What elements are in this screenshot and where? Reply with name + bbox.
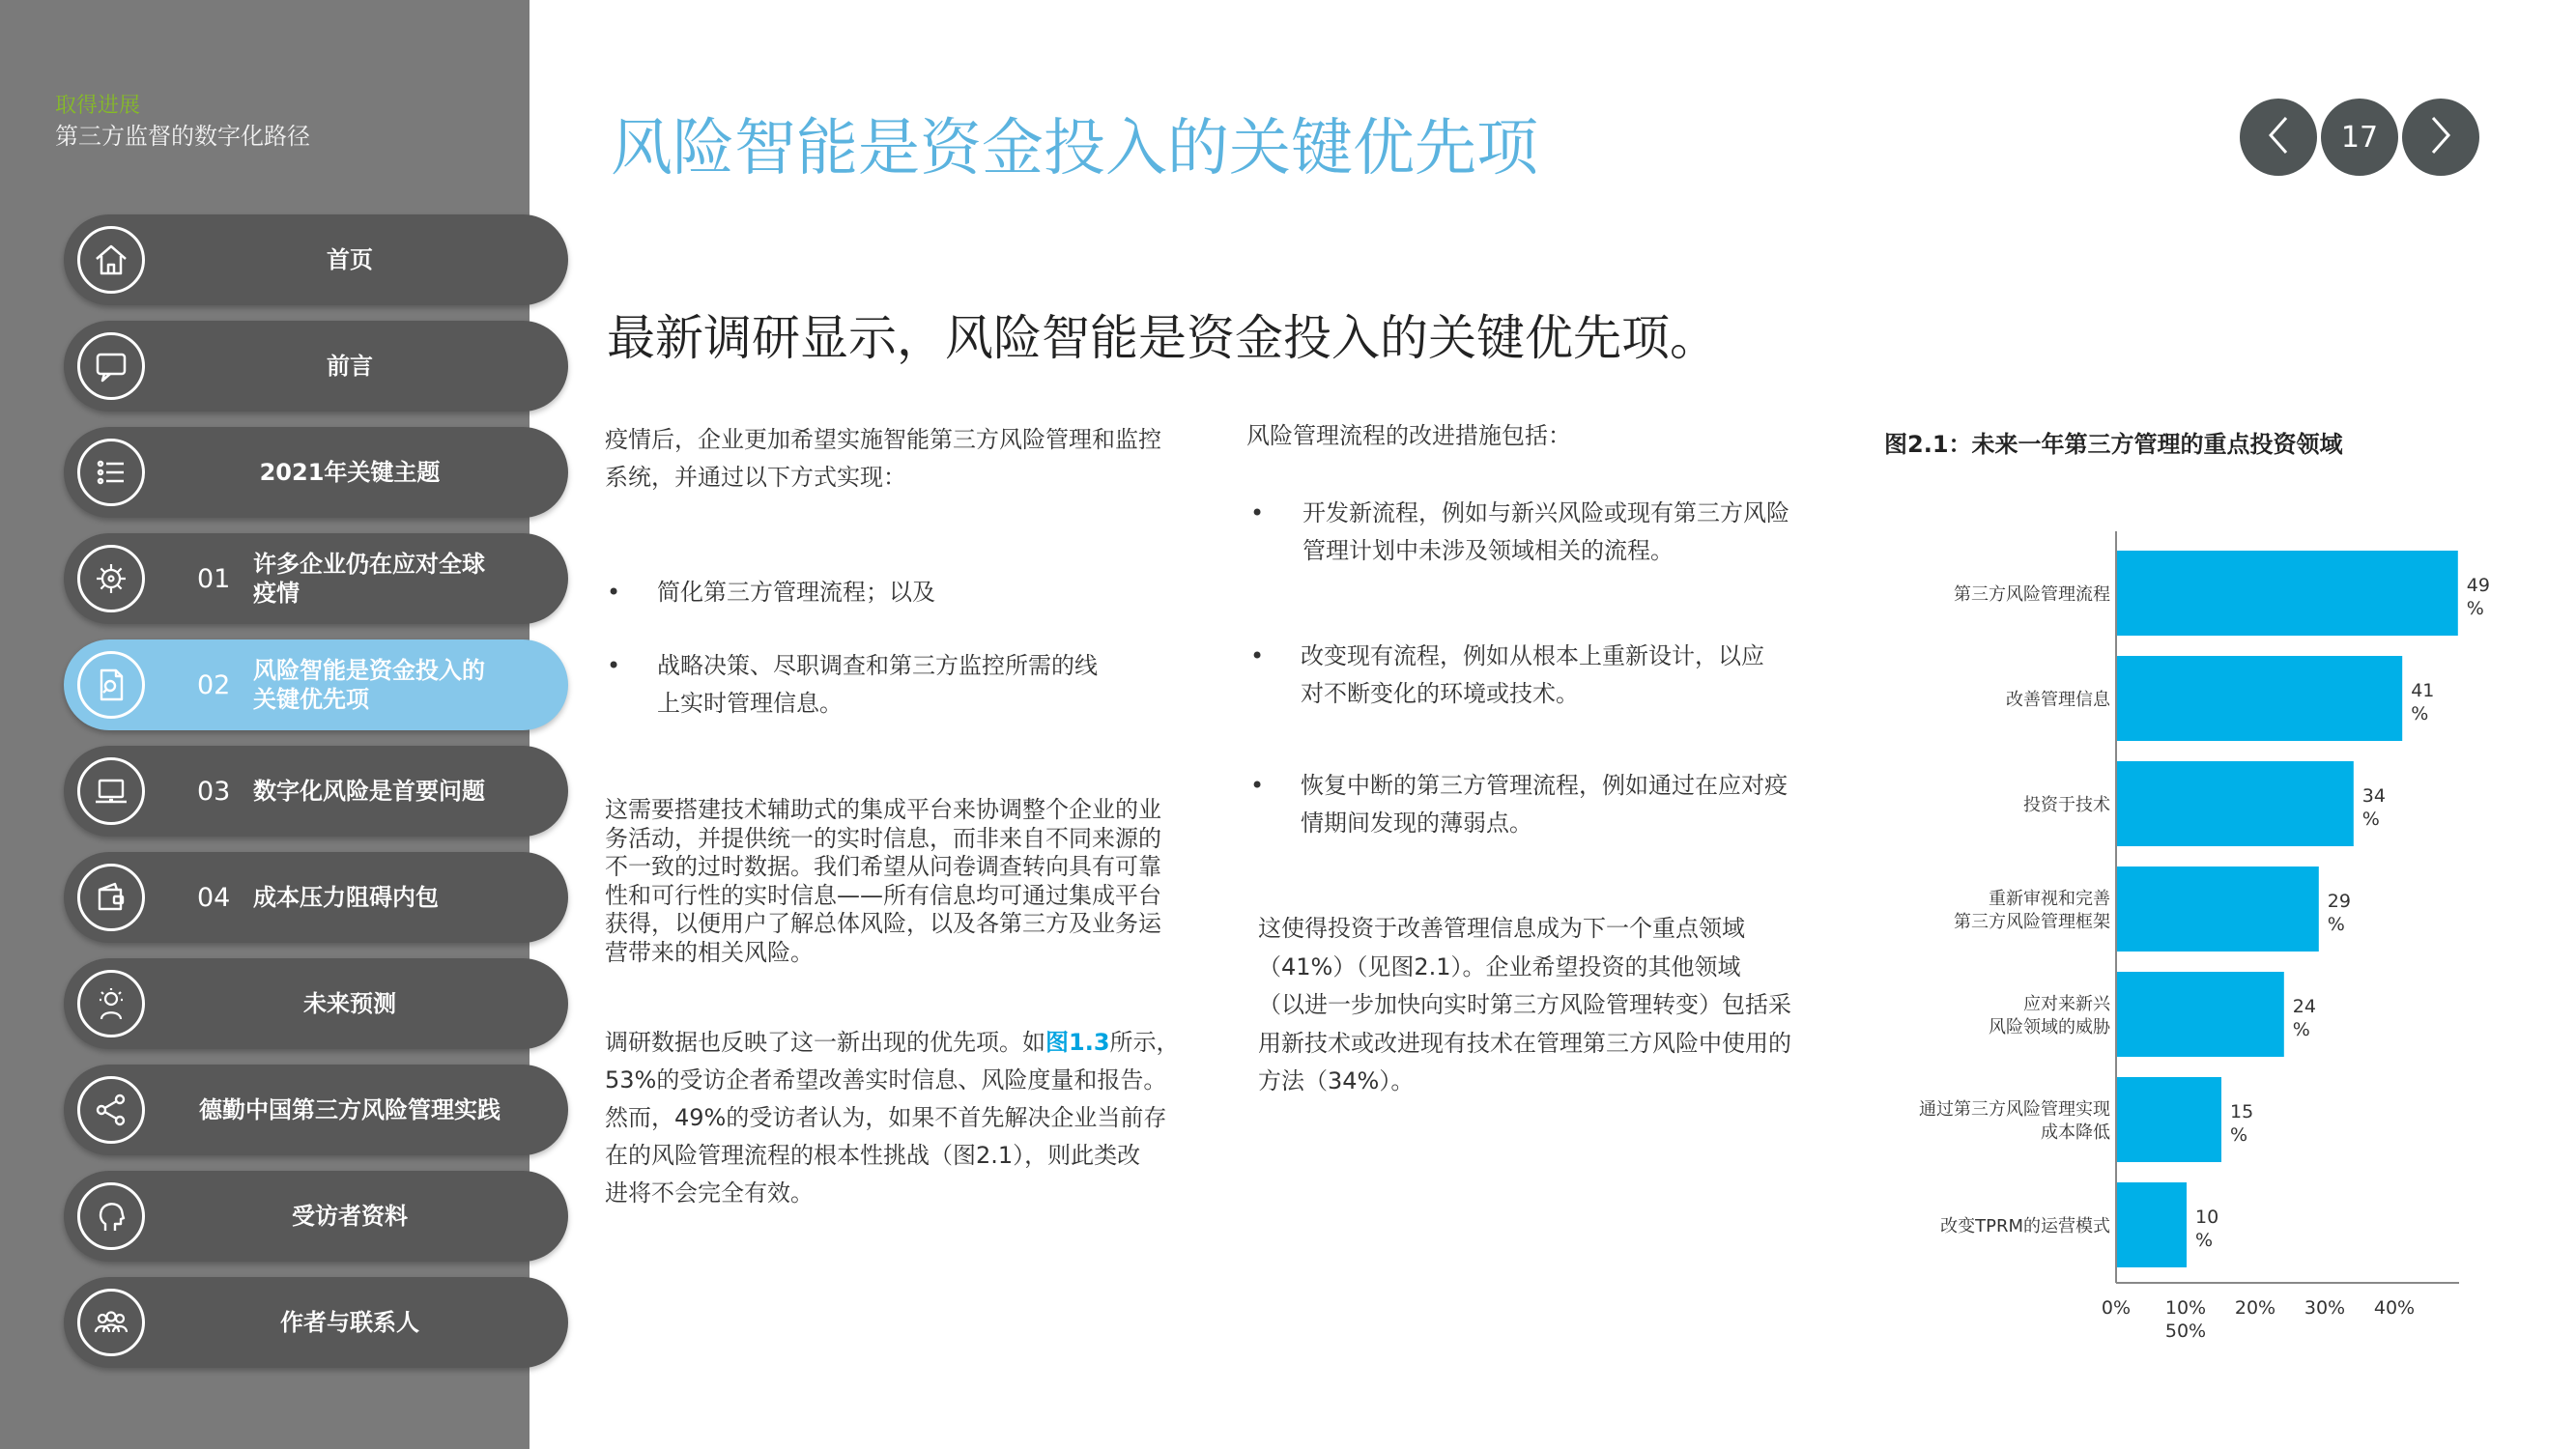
category-label-line: 改善管理信息 [2006, 690, 2110, 710]
category-label-line: 第三方风险管理框架 [1954, 912, 2110, 932]
text-line: 用新技术或改进现有技术在管理第三方风险中使用的 [1258, 1029, 1791, 1057]
bullet-text [1302, 495, 1789, 570]
value-label: 24 [2292, 996, 2316, 1017]
nav-label: 成本压力阻碍内包 [253, 884, 439, 911]
category-label [2023, 794, 2110, 815]
category-label-line: 通过第三方风险管理实现 [1919, 1099, 2110, 1120]
col2-paragraph-end [1258, 910, 1791, 1101]
nav-number: 01 [197, 563, 231, 594]
bar [2117, 1182, 2187, 1267]
bullet-text [657, 647, 1098, 723]
category-label [2006, 690, 2111, 710]
text-line: 开发新流程，例如与新兴风险或现有第三方风险 [1302, 499, 1789, 526]
category-label-line: 第三方风险管理流程 [1954, 584, 2110, 605]
next-page-button[interactable] [2402, 99, 2479, 176]
list-icon [77, 439, 145, 506]
value-unit-label: % [2411, 703, 2429, 724]
value-unit-label: % [2361, 809, 2380, 830]
search-document-icon [77, 651, 145, 719]
nav-item-future[interactable] [64, 958, 568, 1049]
col2-bullet-1 [1250, 495, 1869, 572]
text-line: （以进一步加快向实时第三方风险管理转变）包括采 [1258, 991, 1791, 1018]
text-line: 方法（34%）。 [1258, 1067, 1415, 1094]
nav-number: 02 [197, 669, 231, 700]
wallet-icon [77, 864, 145, 931]
x-tick-label: 20% [2234, 1297, 2276, 1319]
text-span: 所示， [1109, 1029, 1180, 1056]
page-title: 风险智能是资金投入的关键优先项 [611, 113, 1538, 185]
text-line: 营带来的相关风险。 [605, 938, 814, 966]
text-line: 管理计划中未涉及领域相关的流程。 [1302, 537, 1674, 564]
bar [2117, 761, 2354, 846]
bar [2117, 551, 2458, 636]
main-heading: 最新调研显示，风险智能是资金投入的关键优先项。 [607, 310, 1718, 366]
nav-number: 04 [197, 882, 231, 913]
bullet-text [1301, 638, 1764, 713]
category-label-line: 成本降低 [2041, 1122, 2110, 1143]
text-line: 改变现有流程，例如从根本上重新设计，以应 [1301, 642, 1764, 669]
nav-item-deloitte-practice[interactable] [64, 1065, 568, 1155]
text-line: 然而，49%的受访者认为，如果不首先解决企业当前存 [605, 1104, 1167, 1131]
value-label: 10 [2195, 1207, 2219, 1228]
chart-figure-label: 图2.1 [1884, 431, 1949, 458]
prev-page-button[interactable] [2240, 99, 2317, 176]
text-line: 性和可行性的实时信息——所有信息均可通过集成平台 [605, 881, 1161, 909]
col2-intro: 风险管理流程的改进措施包括： [1246, 422, 1571, 449]
nav-label: 作者与联系人 [280, 1309, 419, 1336]
category-label-line: 风险领域的威胁 [1989, 1017, 2110, 1037]
bullet-dot: • [1250, 642, 1265, 669]
text-line: 战略决策、尽职调查和第三方监控所需的线 [657, 652, 1098, 679]
col1-intro [605, 421, 1161, 497]
nav-label: 风险智能是资金投入的关键优先项 [253, 657, 485, 713]
chart-title-text: ：未来一年第三方管理的重点投资领域 [1948, 431, 2343, 458]
text-line: 进将不会完全有效。 [605, 1179, 814, 1207]
bullet-dot: • [1250, 772, 1265, 799]
virus-icon [77, 545, 145, 612]
text-line [605, 1024, 1180, 1062]
col2-bullet-2 [1250, 638, 1869, 715]
x-tick-label: 50% [2164, 1321, 2207, 1342]
category-label-line: 投资于技术 [2023, 795, 2110, 815]
text-line: 恢复中断的第三方管理流程，例如通过在应对疫 [1301, 772, 1788, 799]
nav-item-home[interactable] [64, 214, 568, 305]
text-line: 系统，并通过以下方式实现： [605, 464, 906, 491]
bullet-text [1301, 767, 1788, 842]
bar [2117, 867, 2319, 952]
value-unit-label: % [2466, 598, 2484, 619]
value-unit-label: % [2230, 1124, 2248, 1146]
bullet-text: 简化第三方管理流程；以及 [657, 579, 935, 606]
category-label [1919, 1099, 2110, 1143]
nav-number: 03 [197, 776, 231, 807]
x-tick-label: 0% [2101, 1297, 2132, 1319]
bullet-dot: • [607, 579, 621, 606]
nav-label: 2021年关键主题 [259, 459, 441, 486]
chart-title [1884, 425, 2343, 459]
bar-chart [1884, 522, 2490, 1342]
x-tick-label: 30% [2304, 1297, 2346, 1319]
value-label: 49 [2466, 575, 2490, 596]
nav-item-respondents[interactable] [64, 1171, 568, 1262]
figure-link[interactable]: 图1.3 [1045, 1029, 1110, 1056]
category-label [1954, 584, 2110, 605]
text-line: （41%）（见图2.1）。企业希望投资的其他领域 [1258, 952, 1741, 980]
category-label [1940, 1216, 2110, 1236]
value-unit-label: % [2292, 1019, 2310, 1040]
sidebar-subtitle: 第三方监督的数字化路径 [55, 123, 310, 150]
text-line: 对不断变化的环境或技术。 [1301, 680, 1579, 707]
text-line: 疫情后，企业更加希望实施智能第三方风险管理和监控 [605, 426, 1161, 453]
value-unit-label: % [2327, 914, 2345, 935]
page-number: 17 [2340, 120, 2379, 155]
nav-item-preface[interactable] [64, 321, 568, 412]
sidebar [0, 0, 530, 1449]
text-line: 务活动，并提供统一的实时信息，而非来自不同来源的 [605, 824, 1161, 852]
lightbulb-person-icon [77, 970, 145, 1037]
bar [2117, 1077, 2221, 1162]
nav-item-02-active[interactable] [64, 639, 568, 730]
bar [2117, 972, 2284, 1057]
nav-label: 数字化风险是首要问题 [253, 778, 485, 805]
nav-label: 未来预测 [303, 990, 396, 1017]
home-icon [77, 226, 145, 294]
text-line: 获得，以便用户了解总体风险，以及各第三方及业务运 [605, 910, 1161, 937]
text-line: 这需要搭建技术辅助式的集成平台来协调整个企业的业 [605, 796, 1161, 823]
nav-item-04[interactable] [64, 852, 568, 943]
x-tick-label: 40% [2373, 1297, 2416, 1319]
head-icon [77, 1182, 145, 1250]
text-span: 调研数据也反映了这一新出现的优先项。如 [605, 1029, 1045, 1056]
x-tick-label: 10% [2164, 1297, 2207, 1319]
col1-bullet-2 [607, 647, 1225, 724]
category-label [1954, 889, 2110, 932]
category-label [1989, 994, 2111, 1037]
page-number-badge [2321, 99, 2398, 176]
text-line: 这使得投资于改善管理信息成为下一个重点领域 [1258, 915, 1745, 942]
people-icon [77, 1289, 145, 1356]
chevron-right-icon [2423, 114, 2458, 160]
bullet-dot: • [607, 652, 621, 679]
value-label: 29 [2327, 891, 2351, 912]
nav-label: 德勤中国第三方风险管理实践 [199, 1096, 501, 1123]
sidebar-kicker: 取得进展 [55, 94, 141, 118]
nav-item-03[interactable] [64, 746, 568, 837]
bullet-dot: • [1250, 499, 1265, 526]
bar [2117, 656, 2402, 741]
category-label-line: 改变TPRM的运营模式 [1940, 1216, 2110, 1236]
nav-item-01[interactable] [64, 533, 568, 624]
category-label-line: 重新审视和完善 [1989, 889, 2110, 909]
col1-paragraph-3 [605, 1024, 1180, 1212]
nav-item-key-themes[interactable] [64, 427, 568, 518]
nav-label: 前言 [327, 353, 373, 380]
category-label-line: 应对来新兴 [2023, 994, 2110, 1014]
text-line: 53%的受访企者希望改善实时信息、风险度量和报告。 [605, 1066, 1167, 1094]
nav-label: 许多企业仍在应对全球疫情 [253, 551, 485, 607]
value-unit-label: % [2195, 1230, 2214, 1251]
share-icon [77, 1076, 145, 1144]
text-line: 在的风险管理流程的根本性挑战（图2.1），则此类改 [605, 1142, 1141, 1169]
nav-label: 首页 [327, 246, 373, 273]
laptop-icon [77, 757, 145, 825]
text-line: 不一致的过时数据。我们希望从问卷调查转向具有可靠 [605, 853, 1161, 880]
nav-label: 受访者资料 [292, 1203, 408, 1230]
nav-item-authors[interactable] [64, 1277, 568, 1368]
chevron-left-icon [2261, 114, 2296, 160]
value-label: 15 [2230, 1101, 2254, 1122]
value-label: 41 [2411, 680, 2435, 701]
col1-paragraph-2 [605, 796, 1161, 967]
text-line: 上实时管理信息。 [657, 690, 843, 717]
col2-bullet-3 [1250, 767, 1869, 844]
value-label: 34 [2361, 785, 2386, 807]
text-line: 情期间发现的薄弱点。 [1301, 810, 1532, 837]
chat-icon [77, 332, 145, 400]
